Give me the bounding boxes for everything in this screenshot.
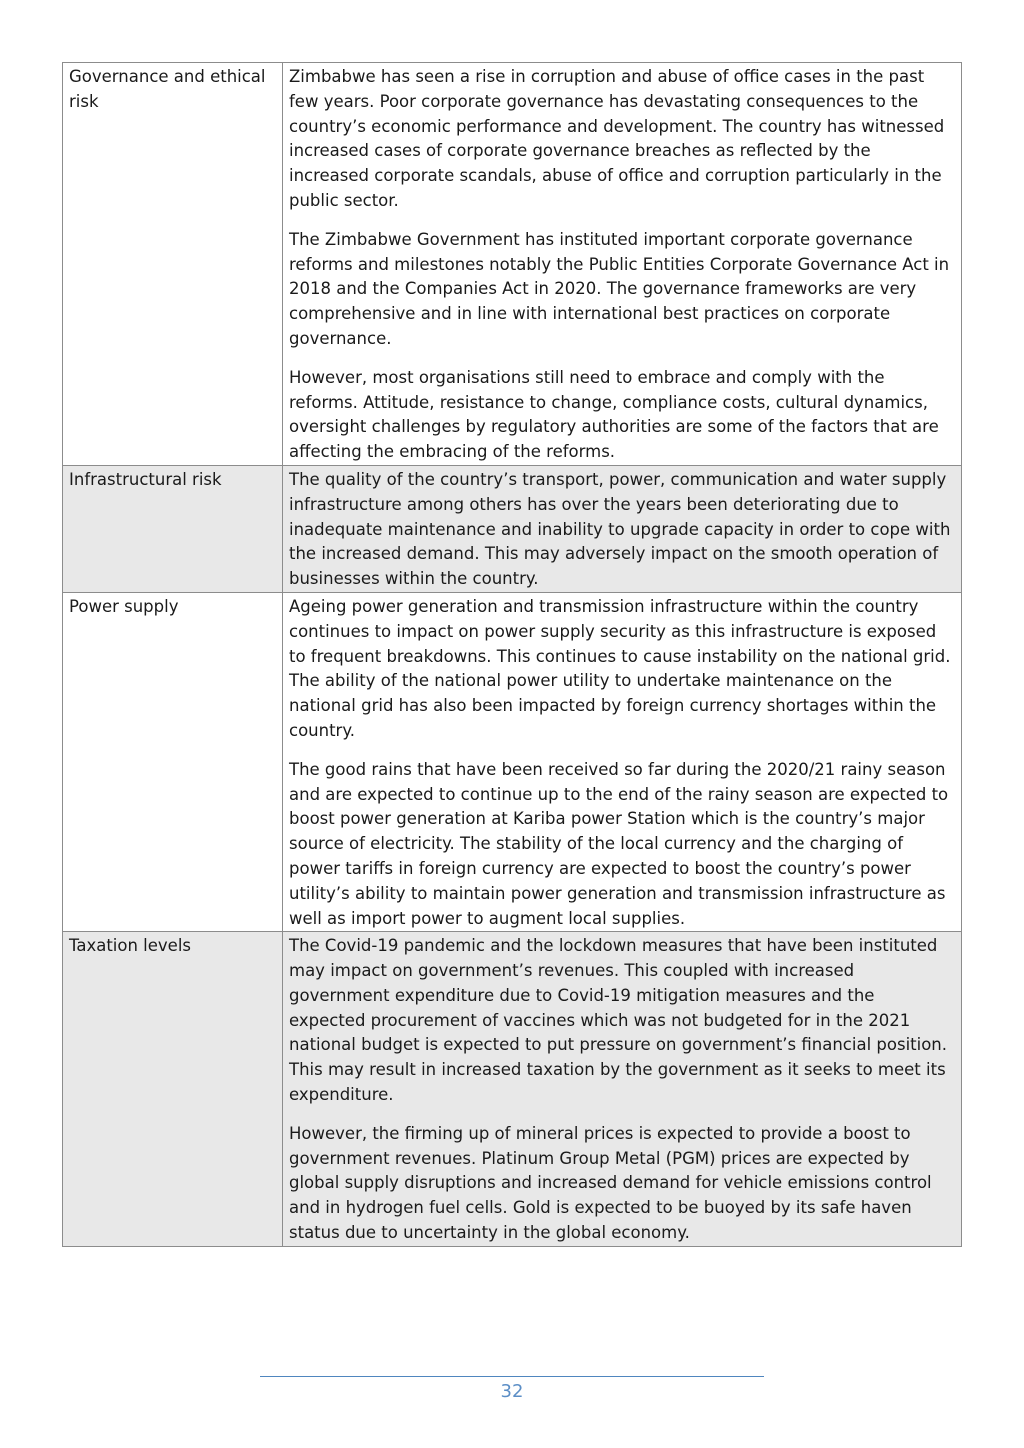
risk-description [283,592,962,931]
paragraph: The Covid-19 pandemic and the lockdown measures that have been instituted may impact on government’s revenues. This coupled with increased government expenditure due to Covid-19 mitigation measures and the expected procurement of vaccines which was not budgeted for in the 2021 national budget is expected to put pressure on government’s financial position. This may result in increased taxation by the government as it seeks to meet its expenditure. [289,936,948,1105]
risk-row-infrastructure [63,465,962,592]
paragraph: The quality of the country’s transport, power, communication and water supply infrastructure among others has over the years been deteriorating due to inadequate maintenance and inability to upgrade capacity in order to cope with the increased demand. This may adversely impact on the smooth operation of businesses within the country. [289,469,951,589]
risk-label: Taxation levels [63,932,283,1247]
paragraph: Ageing power generation and transmission infrastructure within the country continues to impact on power supply security as this infrastructure is exposed to frequent breakdowns. This continues to cause instability on the national grid. The ability of the national power utility to undertake maintenance on the national grid has also been impacted by foreign currency shortages within the country. [289,596,951,740]
risk-description [283,63,962,466]
risk-description [283,932,962,1247]
paragraph: However, the firming up of mineral prices is expected to provide a boost to government revenues. Platinum Group Metal (PGM) prices are expected by global supply disruptions and increased demand for vehicle emissions control and in hydrogen fuel cells. Gold is expected to be buoyed by its safe haven status due to uncertainty in the global economy. [289,1123,932,1243]
paragraph: However, most organisations still need to embrace and comply with the reforms. Attitude, resistance to change, compliance costs, cultural dynamics, oversight challenges by regulatory authorities are some of the factors that are affecting the embracing of the reforms. [289,367,939,462]
risk-row-power-supply [63,592,962,931]
paragraph: Zimbabwe has seen a rise in corruption and abuse of office cases in the past few years. Poor corporate governance has devastating consequences to the country’s economic performance and development. The country has witnessed increased cases of corporate governance breaches as reflected by the increased corporate scandals, abuse of office and corruption particularly in the public sector. [289,67,945,210]
page-number: 32 [500,1381,524,1402]
risk-row-governance [63,63,962,466]
risk-row-taxation [63,932,962,1247]
risk-label: Infrastructural risk [63,465,283,592]
risk-label: Governance and ethical risk [63,63,283,466]
risk-label: Power supply [63,592,283,931]
paragraph: The Zimbabwe Government has instituted important corporate governance reforms and milestones notably the Public Entities Corporate Governance Act in 2018 and the Companies Act in 2020. The governance frameworks are very comprehensive and in line with international best practices on corporate governance. [289,229,950,348]
footer-divider [260,1376,764,1377]
risk-table [62,62,962,1247]
paragraph: The good rains that have been received so far during the 2020/21 rainy season and are expected to continue up to the end of the rainy season are expected to boost power generation at Kariba power Station which is the country’s major source of electricity. The stability of the local currency and the charging of power tariffs in foreign currency are expected to boost the country’s power utility’s ability to maintain power generation and transmission infrastructure as well as import power to augment local supplies. [289,759,949,928]
risk-description [283,465,962,592]
